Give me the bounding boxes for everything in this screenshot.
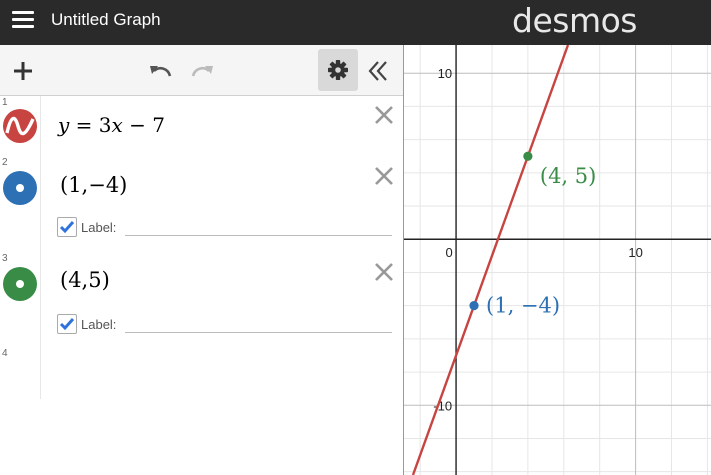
expression-formula[interactable]: (1,−4) (60, 173, 128, 197)
y-tick-label-neg-10: -10 (433, 398, 453, 414)
double-chevron-left-icon (366, 59, 390, 83)
curve-icon (3, 109, 37, 143)
graph-canvas[interactable] (404, 45, 711, 475)
formula-var-x: x (111, 113, 123, 137)
expression-formula[interactable] (58, 113, 165, 137)
undo-button[interactable] (147, 58, 175, 84)
expression-index: 2 (2, 157, 8, 168)
label-option-row (57, 314, 397, 334)
expression-index: 3 (2, 253, 8, 264)
check-icon (58, 315, 76, 333)
line-color-swatch[interactable] (3, 109, 37, 143)
check-icon (58, 218, 76, 236)
label-text-input[interactable] (125, 332, 392, 333)
x-tick-label-10: 10 (628, 245, 643, 261)
close-icon (373, 104, 395, 126)
expression-gutter (0, 347, 41, 399)
expression-panel (0, 45, 403, 475)
x-tick-label-0: 0 (445, 245, 453, 261)
close-icon (373, 261, 395, 283)
expression-index: 1 (2, 97, 8, 108)
delete-expression-button[interactable] (373, 261, 395, 283)
collapse-panel-button[interactable] (364, 57, 392, 85)
expression-row-3[interactable] (0, 252, 403, 348)
formula-constant-part: − 7 (122, 113, 165, 137)
close-icon (373, 165, 395, 187)
formula-equals-part: = 3 (69, 113, 112, 137)
point-marker-1[interactable] (469, 301, 478, 310)
expression-gutter (0, 96, 41, 156)
point-icon (3, 267, 37, 301)
label-checkbox[interactable] (57, 314, 77, 334)
point-icon (3, 171, 37, 205)
label-text-input[interactable] (125, 235, 392, 236)
point-color-swatch[interactable] (3, 171, 37, 205)
function-line[interactable] (413, 45, 568, 475)
expression-row-4[interactable] (0, 347, 403, 399)
formula-var-y: y (58, 113, 70, 137)
expression-row-2[interactable] (0, 156, 403, 253)
label-checkbox[interactable] (57, 217, 77, 237)
expression-formula[interactable]: (4,5) (60, 268, 110, 292)
point-color-swatch[interactable] (3, 267, 37, 301)
hamburger-menu-icon[interactable] (12, 11, 34, 29)
gear-icon (327, 59, 349, 81)
label-caption: Label: (81, 317, 117, 332)
redo-button[interactable] (188, 58, 216, 84)
graph-title[interactable]: Untitled Graph (51, 10, 161, 29)
label-caption: Label: (81, 220, 117, 235)
undo-icon (148, 61, 174, 81)
point-marker-2[interactable] (523, 152, 532, 161)
top-bar (0, 0, 711, 45)
point-label-2: (4, 5) (539, 164, 597, 189)
points-layer[interactable] (469, 152, 596, 318)
delete-expression-button[interactable] (373, 165, 395, 187)
add-expression-button[interactable] (10, 58, 36, 84)
expression-index: 4 (2, 348, 8, 359)
redo-icon (189, 61, 215, 81)
expression-toolbar (0, 45, 403, 96)
expression-gutter (0, 156, 41, 252)
desmos-logo: desmos (512, 1, 637, 40)
settings-button[interactable] (318, 49, 358, 91)
expression-row-1[interactable] (0, 96, 403, 157)
plus-icon (12, 60, 34, 82)
expression-gutter (0, 252, 41, 347)
label-option-row (57, 217, 397, 237)
point-label-1: (1, −4) (486, 293, 561, 318)
graph-paper[interactable] (403, 45, 711, 475)
delete-expression-button[interactable] (373, 104, 395, 126)
y-tick-label-10: 10 (437, 66, 453, 82)
